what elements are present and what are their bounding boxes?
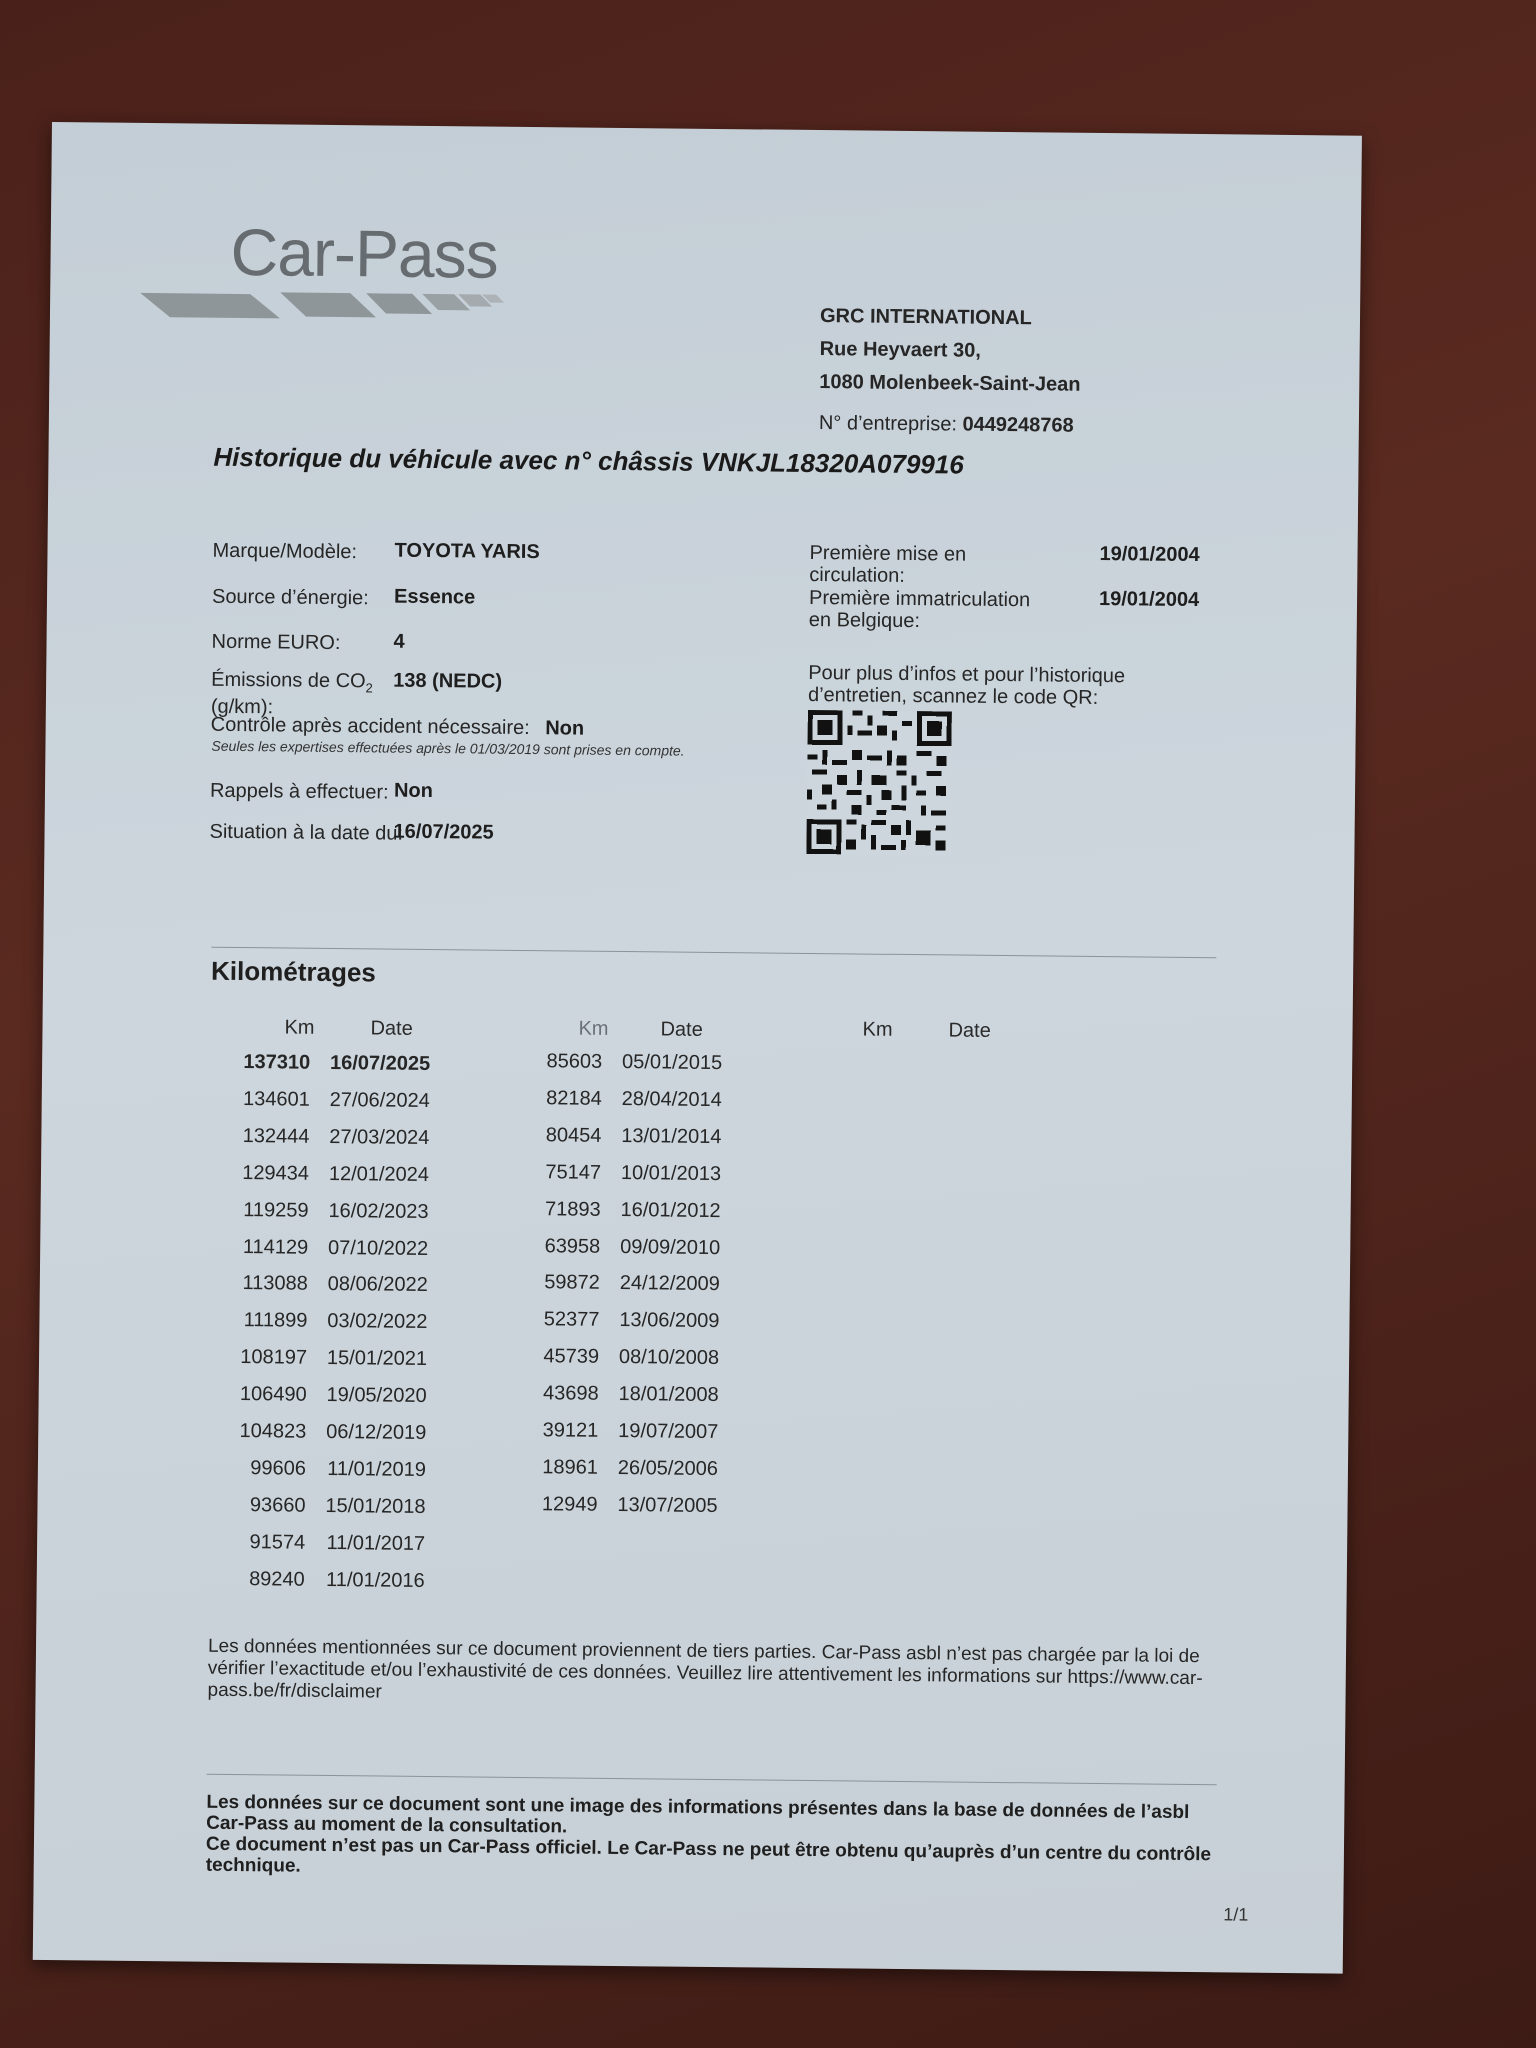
kilometrage-row <box>489 1305 719 1335</box>
kilometrage-date: 13/06/2009 <box>619 1309 720 1333</box>
col2-km-header: Km <box>578 1017 609 1040</box>
accident-note: Seules les expertises effectuées après le 01/03/2019 sont prises en compte. <box>211 737 685 759</box>
enterprise-value: 0449248768 <box>962 413 1074 437</box>
kilometrage-row <box>200 1048 430 1078</box>
energy-label: Source d’énergie: <box>211 585 369 610</box>
first-registration-label <box>809 587 1031 633</box>
kilometrage-date: 27/06/2024 <box>329 1088 430 1112</box>
kilometrage-km: 52377 <box>543 1308 600 1332</box>
first-circulation-label-line1: Première mise en <box>809 541 967 566</box>
col1-date-header: Date <box>370 1017 413 1040</box>
first-registration-label-line1: Première immatriculation <box>808 586 1031 612</box>
energy-value: Essence <box>393 585 476 609</box>
first-registration-label-line2: en Belgique: <box>808 608 921 633</box>
kilometrage-date: 06/12/2019 <box>326 1420 427 1444</box>
kilometrage-row <box>487 1489 717 1519</box>
kilometrage-row <box>491 1157 721 1187</box>
kilometrage-date: 16/07/2025 <box>329 1051 431 1076</box>
col3-date-header: Date <box>948 1019 991 1042</box>
kilometrage-km: 106490 <box>239 1383 307 1406</box>
kilometrage-km: 114129 <box>242 1235 309 1259</box>
kilometrage-row <box>489 1379 719 1409</box>
kilometrage-row <box>200 1084 430 1114</box>
kilometrage-km: 91574 <box>249 1530 306 1554</box>
kilometrage-date: 16/01/2012 <box>620 1198 721 1222</box>
co2-subscript: 2 <box>365 680 373 696</box>
kilometrage-row <box>197 1380 427 1410</box>
kilometrage-row <box>195 1490 425 1520</box>
kilometrage-km: 75147 <box>545 1160 602 1184</box>
kilometrage-date: 26/05/2006 <box>617 1456 719 1480</box>
kilometrage-km: 132444 <box>242 1124 310 1148</box>
final-note <box>206 1792 1217 1887</box>
kilometrage-km: 99606 <box>250 1457 307 1480</box>
final-note-line1: Les données sur ce document sont une image des informations présentes dans la base de données de l’asbl Car-Pass au moment de la consultation. <box>206 1791 1190 1838</box>
disclaimer-text: Les données mentionnées sur ce document proviennent de tiers parties. Car-Pass asbl n’est pas chargée par la loi de vérifier l’exactitude et/ou l’exhaustivité de ces données. Veuillez lire attentivement les informations sur https://www.car-pass.be/fr/disclaimer <box>207 1635 1203 1703</box>
kilometrage-row <box>198 1195 428 1225</box>
qr-instruction-line1: Pour plus d’infos et pour l’historique <box>808 661 1126 688</box>
kilometrage-km: 63958 <box>544 1234 601 1258</box>
kilometrage-row <box>490 1231 720 1261</box>
first-circulation-value: 19/01/2004 <box>1099 542 1200 567</box>
page-number: 1/1 <box>1223 1904 1249 1925</box>
kilometrage-date: 07/10/2022 <box>328 1236 429 1260</box>
co2-label <box>211 670 373 720</box>
accident-value: Non <box>545 717 585 740</box>
kilometrage-row <box>490 1268 720 1298</box>
kilometrage-km: 43698 <box>542 1382 599 1405</box>
company-street: Rue Heyvaert 30, <box>819 338 981 362</box>
kilometrage-km: 113088 <box>242 1272 308 1296</box>
kilometrage-row <box>492 1084 722 1114</box>
final-note-line2: Ce document n’est pas un Car-Pass officiel. Le Car-Pass ne peut être obtenu qu’auprès d’un centre du contrôle technique. <box>205 1833 1212 1877</box>
co2-label-text: Émissions de CO <box>211 668 366 693</box>
qr-code-icon[interactable] <box>806 710 952 856</box>
kilometrage-date: 11/01/2016 <box>326 1568 425 1592</box>
kilometrage-date: 28/04/2014 <box>621 1087 722 1111</box>
kilometrage-km: 39121 <box>542 1419 599 1442</box>
document-sheet <box>33 122 1362 1974</box>
kilometrage-km: 71893 <box>544 1197 601 1221</box>
kilometrages-title: Kilométrages <box>210 955 377 988</box>
kilometrage-row <box>197 1306 427 1336</box>
recall-value: Non <box>393 779 434 803</box>
kilometrage-row <box>491 1120 721 1150</box>
co2-value: 138 (NEDC) <box>393 669 503 693</box>
kilometrage-km: 89240 <box>249 1567 305 1591</box>
kilometrage-km: 119259 <box>243 1198 309 1222</box>
accident-check <box>211 714 585 741</box>
kilometrage-date: 24/12/2009 <box>619 1272 720 1296</box>
kilometrage-row <box>195 1564 425 1594</box>
kilometrage-row <box>488 1453 718 1483</box>
recall-label: Rappels à effectuer: <box>209 779 389 804</box>
kilometrage-km: 45739 <box>543 1345 600 1368</box>
first-registration-value: 19/01/2004 <box>1098 587 1200 612</box>
kilometrage-date: 19/07/2007 <box>618 1420 719 1444</box>
footer-divider <box>207 1774 1217 1786</box>
kilometrage-row <box>199 1158 429 1188</box>
company-address <box>819 300 1081 402</box>
kilometrage-km: 80454 <box>545 1124 602 1147</box>
kilometrage-date: 19/05/2020 <box>326 1384 427 1408</box>
kilometrage-row <box>489 1342 719 1372</box>
kilometrage-km: 108197 <box>240 1346 308 1369</box>
company-city: 1080 Molenbeek-Saint-Jean <box>819 371 1081 396</box>
kilometrage-row <box>492 1047 722 1077</box>
euro-label: Norme EURO: <box>211 630 341 655</box>
situation-label: Situation à la date du: <box>209 820 404 845</box>
situation-value: 16/07/2025 <box>393 820 494 844</box>
kilometrage-date: 09/09/2010 <box>620 1235 721 1259</box>
kilometrage-date: 13/01/2014 <box>621 1124 722 1148</box>
kilometrage-row <box>198 1232 428 1262</box>
kilometrage-row <box>195 1527 425 1557</box>
kilometrage-date: 13/07/2005 <box>617 1493 718 1517</box>
kilometrage-date: 11/01/2019 <box>327 1457 427 1481</box>
kilometrage-km: 82184 <box>546 1087 602 1110</box>
co2-unit: (g/km): <box>210 695 274 719</box>
col3-km-header: Km <box>862 1018 893 1041</box>
kilometrage-date: 08/06/2022 <box>327 1273 428 1297</box>
kilometrage-date: 11/01/2017 <box>326 1531 426 1555</box>
car-pass-logo: Car-Pass <box>230 214 499 292</box>
kilometrage-date: 03/02/2022 <box>327 1310 428 1334</box>
col2-date-header: Date <box>660 1018 703 1041</box>
kilometrage-row <box>196 1417 426 1447</box>
first-circulation-label <box>809 542 966 588</box>
accident-label: Contrôle après accident nécessaire: <box>210 713 530 740</box>
kilometrage-date: 27/03/2024 <box>329 1125 430 1149</box>
kilometrage-date: 05/01/2015 <box>621 1051 723 1075</box>
kilometrage-km: 18961 <box>542 1456 599 1479</box>
kilometrage-date: 15/01/2018 <box>325 1494 426 1518</box>
kilometrage-row <box>196 1453 426 1483</box>
qr-instruction-line2: d’entretien, scannez le code QR: <box>807 683 1099 709</box>
kilometrage-km: 85603 <box>546 1050 603 1073</box>
kilometrage-date: 12/01/2024 <box>328 1162 430 1186</box>
kilometrage-row <box>197 1343 427 1373</box>
enterprise-number <box>819 412 1074 438</box>
qr-instruction <box>808 662 1125 709</box>
brand-value: TOYOTA YARIS <box>394 539 540 564</box>
kilometrage-km: 111899 <box>243 1309 308 1333</box>
kilometrage-row <box>198 1269 428 1299</box>
kilometrage-date: 15/01/2021 <box>326 1347 428 1371</box>
company-name: GRC INTERNATIONAL <box>819 305 1032 330</box>
kilometrage-km: 137310 <box>243 1051 311 1074</box>
logo-stripes-icon <box>140 287 560 325</box>
euro-value: 4 <box>393 630 405 653</box>
kilometrage-km: 12949 <box>541 1493 598 1516</box>
kilometrage-km: 104823 <box>239 1420 307 1443</box>
kilometrage-km: 129434 <box>242 1161 310 1185</box>
kilometrage-row <box>488 1416 718 1446</box>
kilometrage-km: 93660 <box>249 1493 306 1517</box>
kilometrage-row <box>491 1194 721 1224</box>
kilometrage-date: 10/01/2013 <box>620 1161 722 1185</box>
col1-km-header: Km <box>284 1016 315 1039</box>
kilometrage-row <box>199 1121 429 1151</box>
kilometrage-km: 134601 <box>242 1087 310 1111</box>
kilometrage-date: 08/10/2008 <box>618 1346 720 1370</box>
kilometrage-date: 18/01/2008 <box>618 1383 719 1407</box>
enterprise-label: N° d’entreprise: <box>818 412 958 436</box>
kilometrage-date: 16/02/2023 <box>328 1199 429 1223</box>
brand-label: Marque/Modèle: <box>212 539 358 564</box>
kilometrage-km: 59872 <box>544 1271 600 1295</box>
first-circulation-label-line2: circulation: <box>809 563 906 587</box>
document-title: Historique du véhicule avec n° châssis VNKJL18320A079916 <box>213 441 964 480</box>
